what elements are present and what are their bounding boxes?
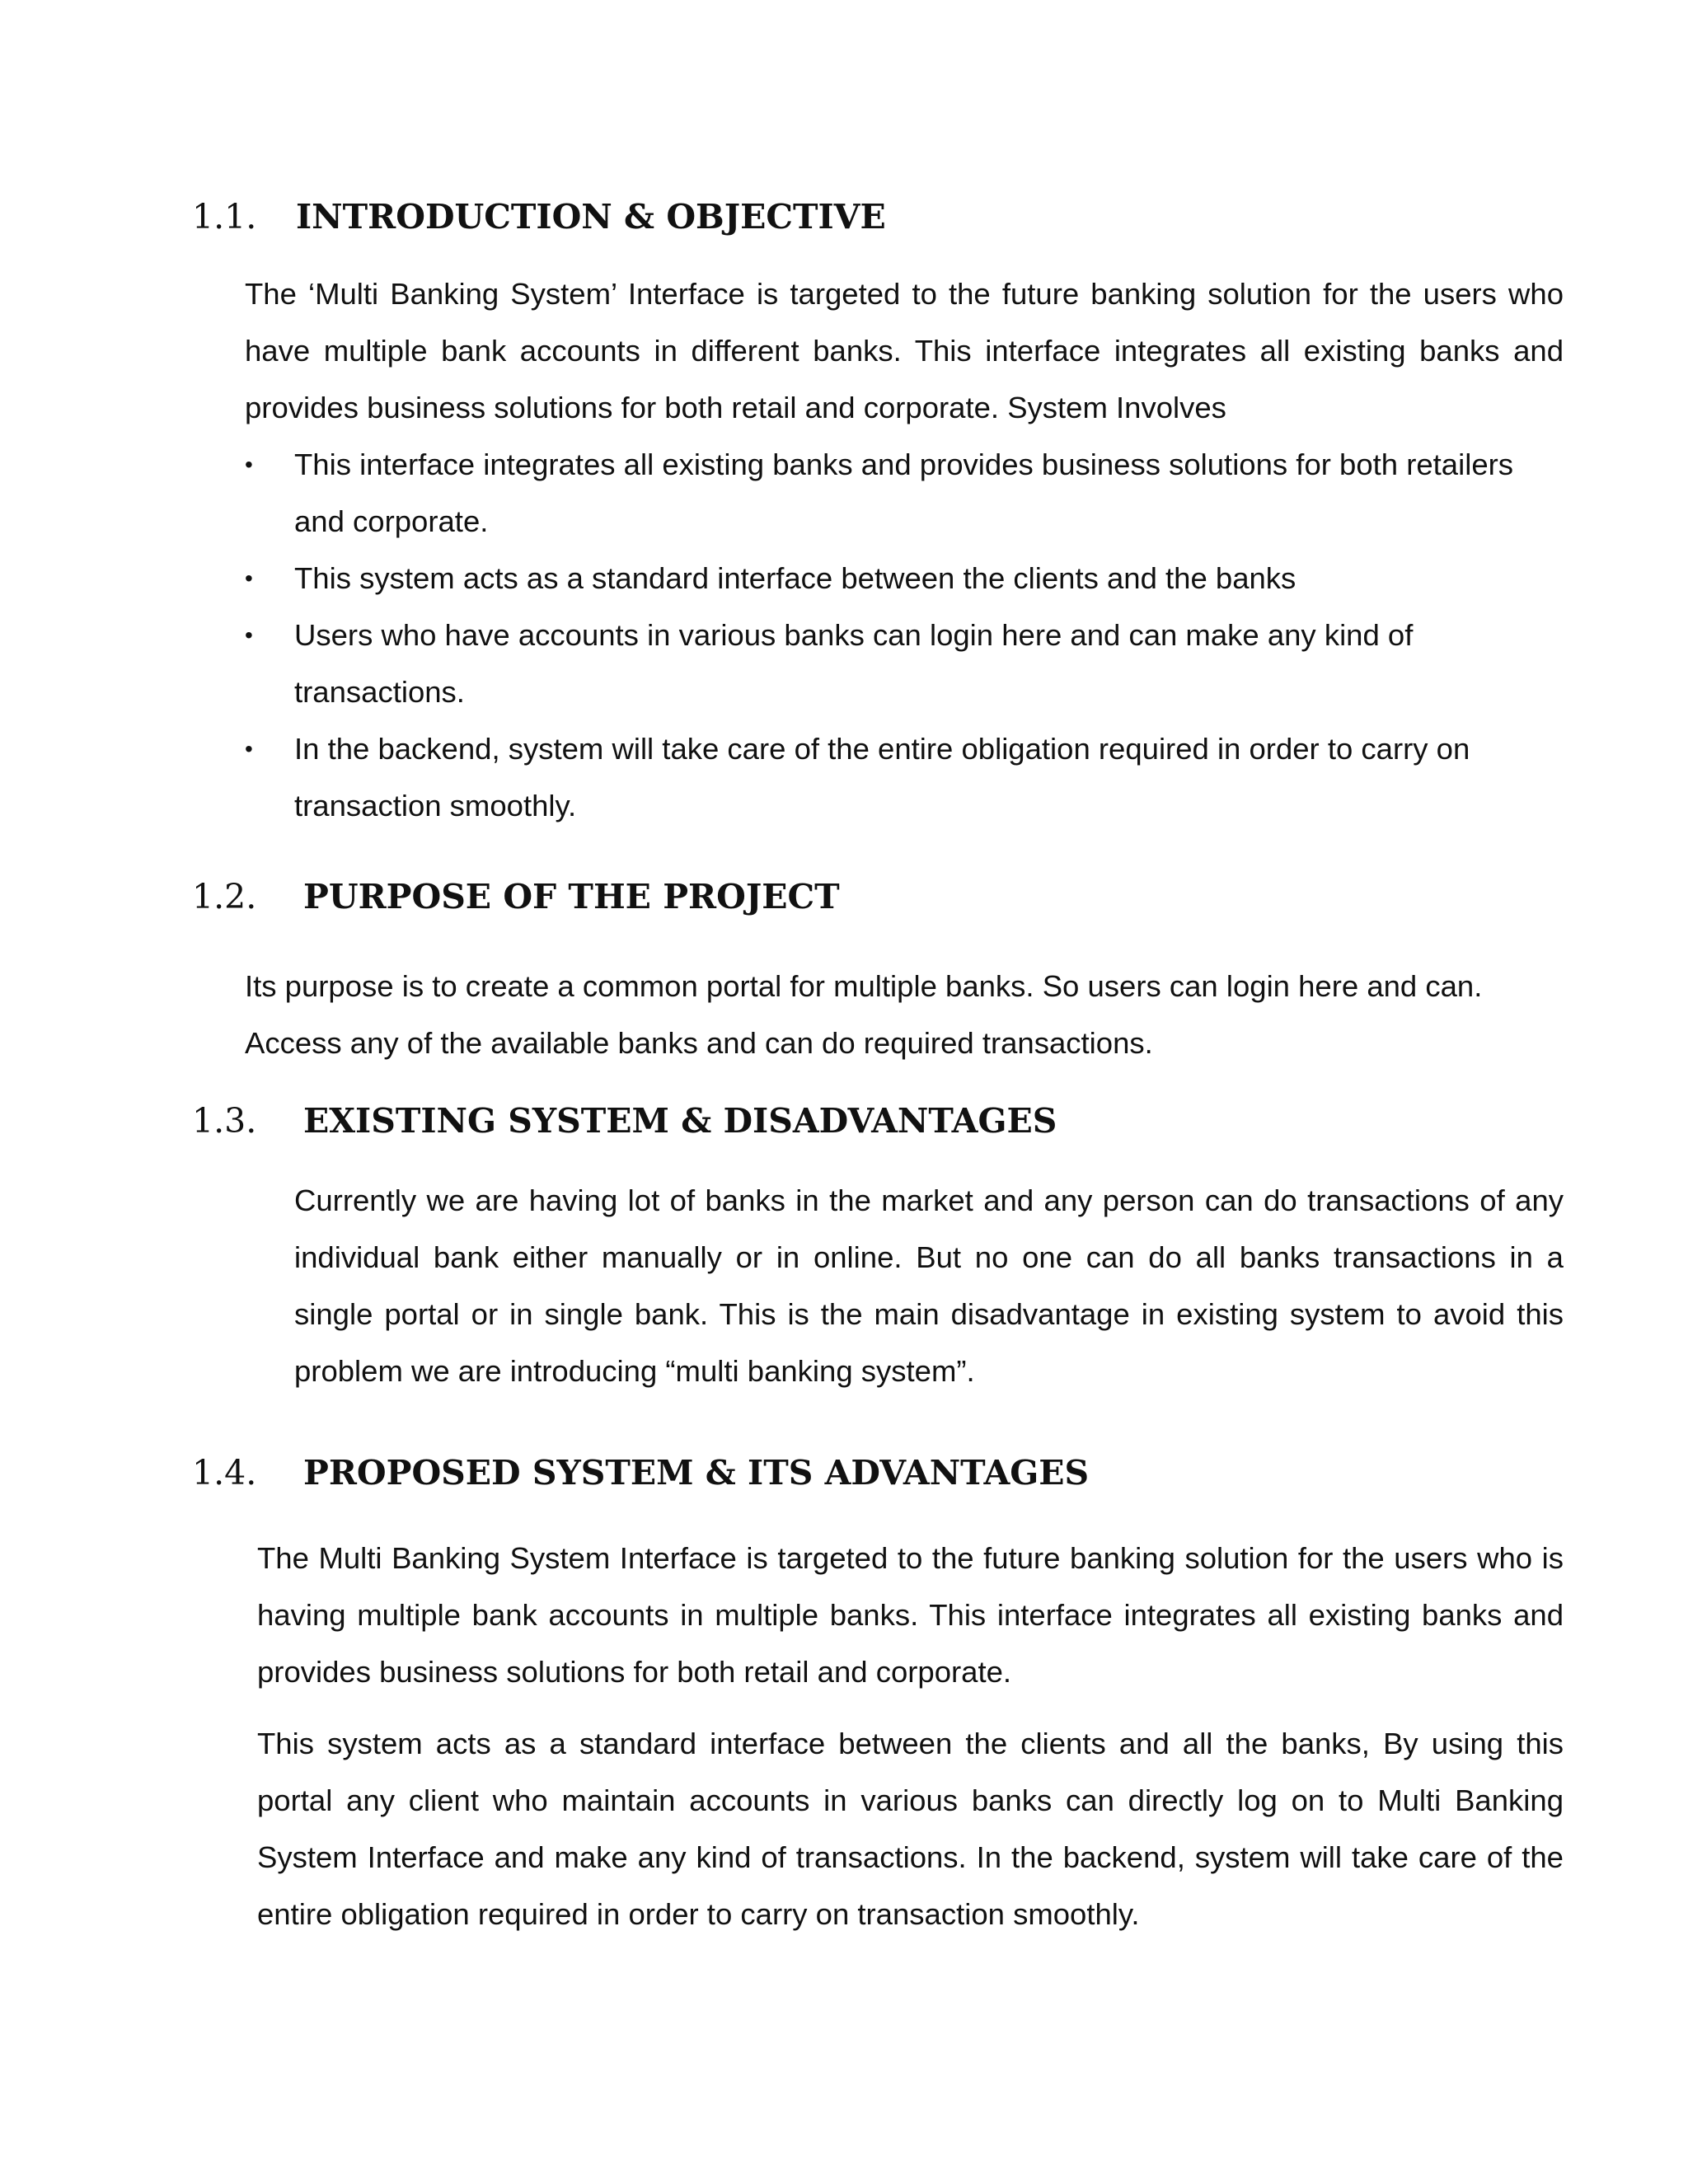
section-1-4-paragraph-1: The Multi Banking System Interface is targeted to the future banking solution for the users who is having multiple bank accounts in multiple banks. This interface integrates all existing banks and provides business solutions for both retail and corporate. (257, 1541, 1564, 1689)
list-item (245, 720, 1531, 834)
section-number: 1.3. (192, 1101, 257, 1141)
section-heading-1-1 (192, 196, 886, 237)
section-heading-1-3 (192, 1100, 1057, 1141)
section-title: EXISTING SYSTEM & DISADVANTAGES (303, 1101, 1057, 1141)
section-title: INTRODUCTION & OBJECTIVE (296, 197, 886, 237)
section-title: PURPOSE OF THE PROJECT (303, 877, 840, 916)
section-heading-1-4 (192, 1452, 1090, 1493)
list-item (245, 607, 1531, 720)
list-item-text: This interface integrates all existing banks and provides business solutions for both retailers and corporate. (294, 448, 1514, 538)
bullet-icon: • (245, 736, 253, 762)
bullet-icon: • (245, 452, 253, 477)
list-item-text: This system acts as a standard interface between the clients and the banks (294, 561, 1296, 595)
bullet-icon: • (245, 622, 253, 648)
section-1-2-paragraph: Its purpose is to create a common portal for multiple banks. So users can login here and can. Access any of the available banks and can do required transactions. (245, 969, 1483, 1060)
bullet-icon: • (245, 565, 253, 591)
list-item (245, 550, 1531, 607)
section-1-1-bullet-list (245, 436, 1531, 834)
list-item (245, 436, 1531, 550)
section-1-1-paragraph: The ‘Multi Banking System’ Interface is targeted to the future banking solution for the users who have multiple bank accounts in different banks. This interface integrates all existing banks and provides business solutions for both retail and corporate. System Involves (245, 277, 1564, 424)
list-item-text: In the backend, system will take care of the entire obligation required in order to carry on transaction smoothly. (294, 732, 1470, 823)
section-number: 1.4. (192, 1453, 257, 1493)
section-title: PROPOSED SYSTEM & ITS ADVANTAGES (303, 1453, 1090, 1493)
section-number: 1.2. (192, 877, 257, 916)
section-1-4-paragraph-2: This system acts as a standard interface between the clients and all the banks, By using this portal any client who maintain accounts in various banks can directly log on to Multi Banking System Interface and make any kind of transactions. In the backend, system will take care of the entire obligation required in order to carry on transaction smoothly. (257, 1727, 1564, 1931)
list-item-text: Users who have accounts in various banks can login here and can make any kind of transactions. (294, 618, 1414, 709)
section-heading-1-2 (192, 876, 840, 917)
section-1-3-paragraph: Currently we are having lot of banks in the market and any person can do transactions of any individual bank either manually or in online. But no one can do all banks transactions in a single portal or in single bank. This is the main disadvantage in existing system to avoid this problem we are introducing “multi banking system”. (294, 1183, 1564, 1388)
section-number: 1.1. (192, 197, 257, 237)
